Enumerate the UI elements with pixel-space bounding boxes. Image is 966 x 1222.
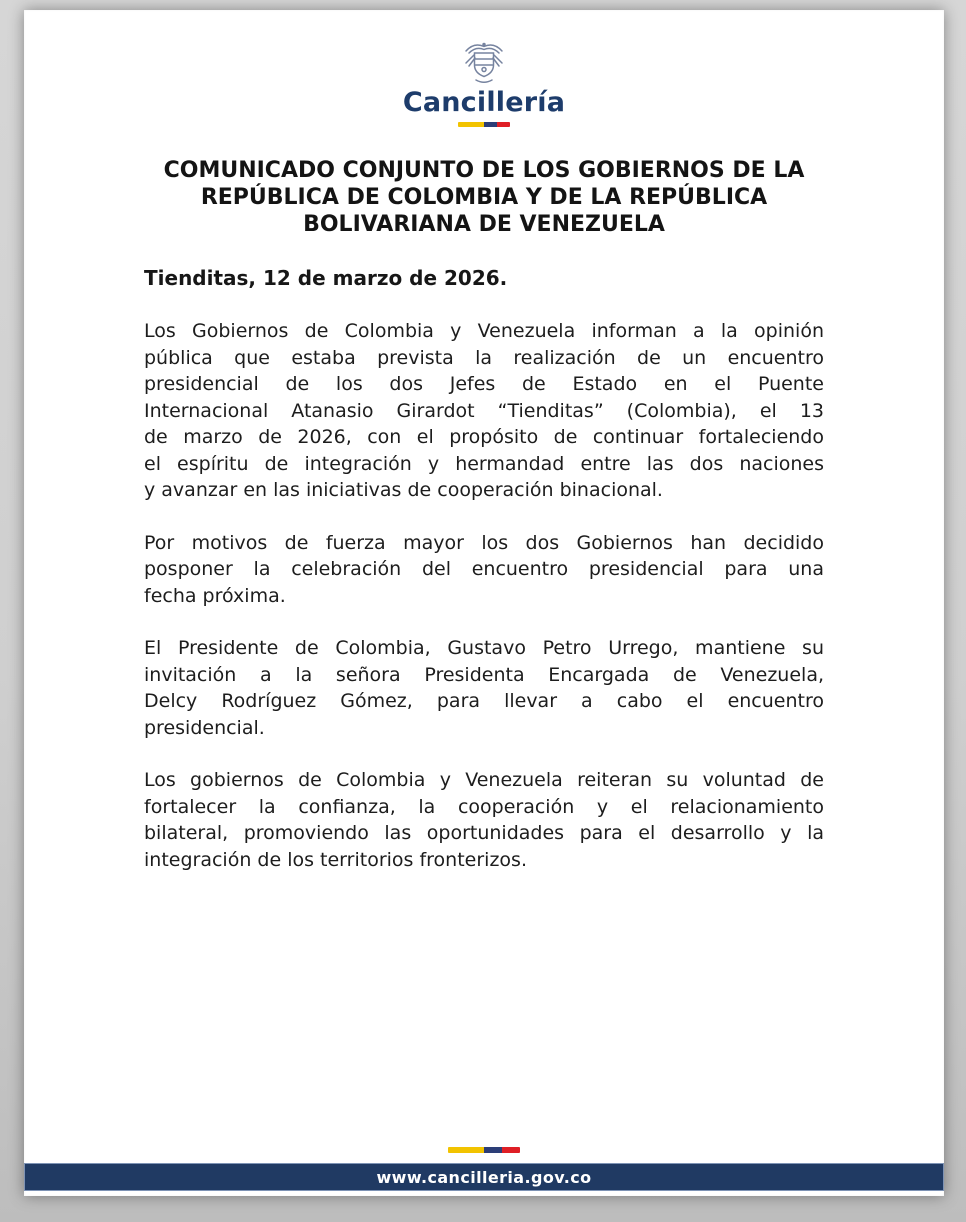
flag-blue-segment — [484, 122, 497, 127]
colombia-coat-of-arms-icon — [459, 40, 509, 86]
footer-url: www.cancilleria.gov.co — [376, 1167, 592, 1187]
body-line: y avanzar en las iniciativas de cooperación binacional. — [144, 479, 663, 501]
document-title — [144, 157, 824, 238]
logo-flag-divider — [458, 122, 510, 127]
flag-yellow-segment — [458, 122, 484, 127]
body-paragraph — [144, 767, 824, 873]
cancilleria-logo — [144, 40, 824, 127]
flag-yellow-segment — [448, 1147, 484, 1153]
body-paragraph — [144, 530, 824, 610]
body-line: de marzo de 2026, con el propósito de continuar fortaleciendo — [144, 426, 824, 448]
body-line: Los gobiernos de Colombia y Venezuela reiteran su voluntad de — [144, 769, 824, 791]
body-paragraph — [144, 635, 824, 741]
document-page — [24, 10, 944, 1196]
title-line: COMUNICADO CONJUNTO DE LOS GOBIERNOS DE LA — [163, 158, 805, 183]
logo-wordmark: Cancillería — [402, 87, 566, 118]
flag-blue-segment — [484, 1147, 502, 1153]
document-content — [24, 10, 944, 873]
flag-red-segment — [502, 1147, 520, 1153]
body-line: posponer la celebración del encuentro presidencial para una — [144, 558, 824, 580]
body-line: fecha próxima. — [144, 584, 286, 607]
body-line: el espíritu de integración y hermandad entre las dos naciones — [144, 452, 824, 475]
footer-flag-divider — [448, 1147, 520, 1153]
document-body — [144, 318, 824, 873]
body-line: Por motivos de fuerza mayor los dos Gobiernos han decidido — [144, 531, 824, 554]
body-line: bilateral, promoviendo las oportunidades para el desarrollo y la — [144, 822, 824, 844]
body-line: Delcy Rodríguez Gómez, para llevar a cabo el encuentro — [144, 690, 824, 712]
body-line: Internacional Atanasio Girardot “Tienditas” (Colombia), el 13 — [144, 399, 824, 422]
body-line: integración de los territorios fronterizos. — [144, 848, 527, 871]
body-line: fortalecer la confianza, la cooperación y el relacionamiento — [144, 795, 824, 818]
body-line: El Presidente de Colombia, Gustavo Petro Urrego, mantiene su — [144, 637, 824, 659]
body-line: presidencial. — [144, 716, 265, 739]
body-line: pública que estaba prevista la realización de un encuentro — [144, 346, 824, 369]
dateline: Tienditas, 12 de marzo de 2026. — [144, 266, 508, 290]
title-line: REPÚBLICA DE COLOMBIA Y DE LA REPÚBLICA — [200, 185, 768, 210]
body-line: Los Gobiernos de Colombia y Venezuela informan a la opinión — [144, 320, 824, 342]
flag-red-segment — [497, 122, 510, 127]
footer-bar — [24, 1163, 944, 1191]
body-line: invitación a la señora Presidenta Encargada de Venezuela, — [144, 663, 824, 686]
title-line: BOLIVARIANA DE VENEZUELA — [303, 212, 665, 237]
body-line: presidencial de los dos Jefes de Estado en el Puente — [144, 373, 824, 395]
body-paragraph — [144, 318, 824, 504]
